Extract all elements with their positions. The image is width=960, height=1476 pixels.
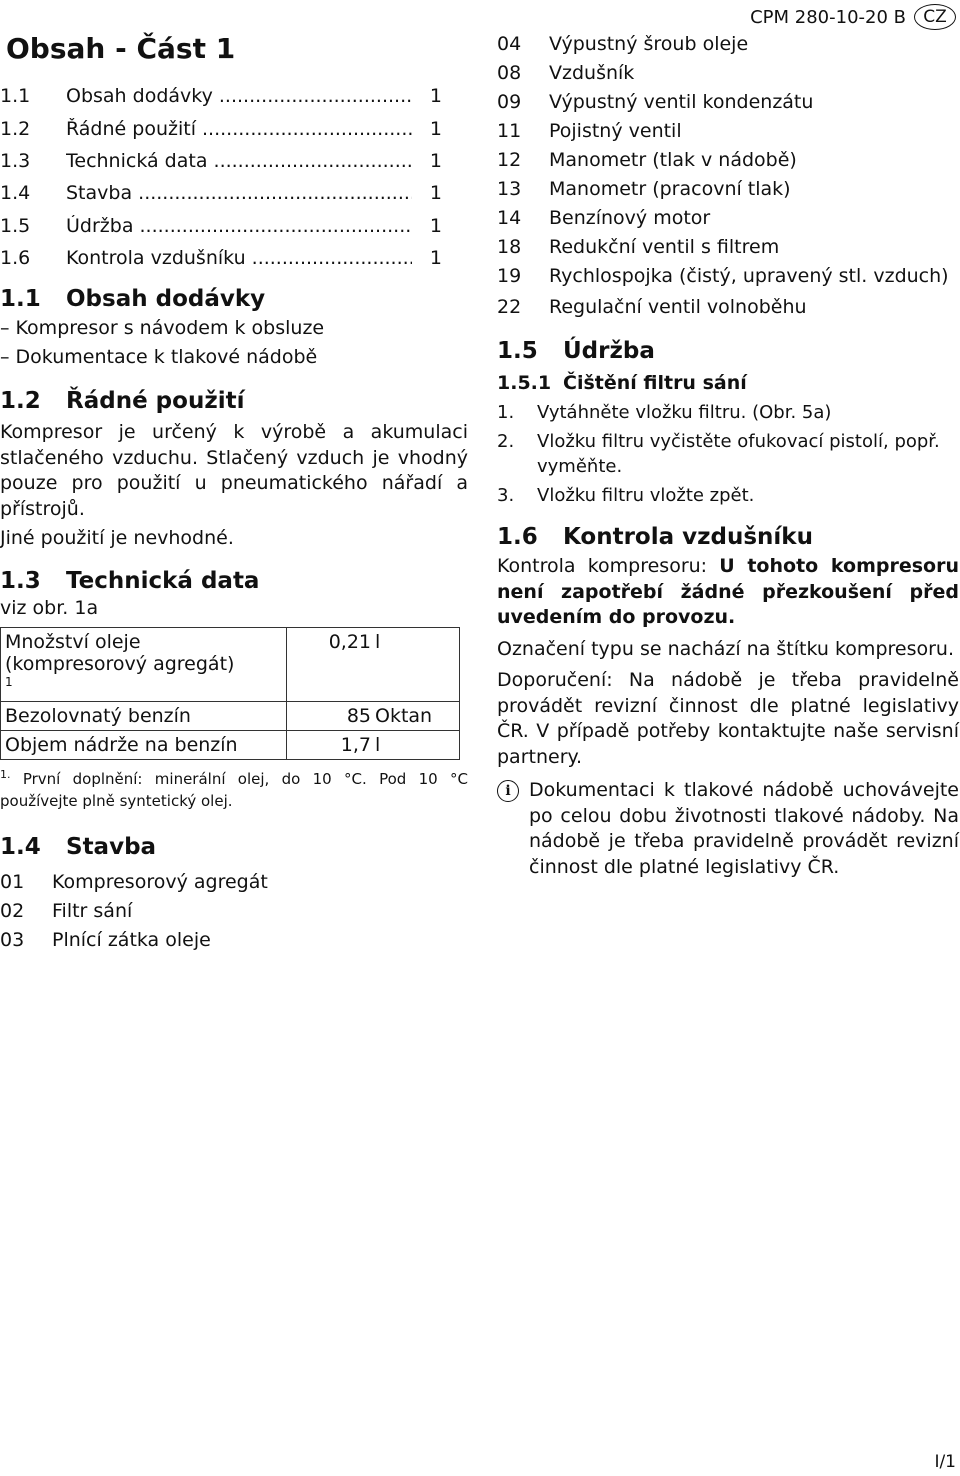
list-item	[0, 926, 468, 955]
part-number: 11	[497, 120, 522, 142]
technical-data-table	[0, 627, 460, 760]
table-cell-label: Objem nádrže na benzín	[1, 731, 287, 760]
subsection-heading-1-5-1	[497, 370, 959, 396]
footnote-marker: 1.	[0, 768, 11, 782]
table-cell-value: 0,21	[287, 627, 374, 701]
part-number: 04	[497, 33, 522, 55]
toc-title: Údržba .....	[66, 215, 412, 237]
part-name: Kompresorový agregát	[52, 871, 268, 894]
parts-list	[0, 868, 468, 955]
part-name: Regulační ventil volnoběhu	[549, 296, 807, 318]
toc-title: Řádné použití .....	[66, 118, 412, 140]
toc-title: Stavba .....	[66, 182, 412, 204]
part-number: 03	[0, 929, 25, 952]
toc-entry[interactable]	[0, 177, 468, 209]
toc-page: 1	[429, 85, 442, 108]
toc-page: 1	[429, 182, 442, 205]
toc-number: 1.1	[0, 85, 31, 108]
part-name: Výpustný šroub oleje	[549, 33, 749, 55]
toc-page: 1	[429, 149, 442, 172]
part-number: 19	[497, 265, 522, 287]
toc-entry[interactable]	[0, 145, 468, 177]
section-title: Řádné použití	[66, 388, 245, 415]
toc-title: Obsah dodávky .....	[66, 85, 412, 107]
document-header	[750, 4, 956, 30]
section-number: 1.3	[0, 567, 41, 594]
table-of-contents	[0, 80, 468, 274]
part-number: 13	[497, 178, 522, 200]
footnote-marker: 1	[5, 674, 13, 689]
section-heading-1-3	[0, 566, 468, 596]
step-text: Vložku filtru vyčistěte ofukovací pistolí, popř. vyměňte.	[537, 431, 940, 477]
intended-use-text: Kompresor je určený k výrobě a akumulaci stlačeného vzduchu. Stlačený vzduch je vhodný pouze pro použití u pneumatického nářadí a přístrojů.	[0, 421, 468, 520]
list-item	[497, 233, 959, 262]
toc-number: 1.2	[0, 117, 31, 140]
inspection-note-bold: U tohoto kompresoru není zapotřebí žádné přezkoušení před uvedením do provozu.	[497, 555, 959, 628]
part-name: Rychlospojka (čistý, upravený stl. vzduch)	[549, 265, 949, 287]
section-heading-1-6	[497, 522, 959, 552]
list-item	[497, 117, 959, 146]
section-heading-1-4	[0, 832, 468, 862]
toc-number: 1.3	[0, 149, 31, 172]
table-row	[1, 627, 460, 701]
toc-page: 1	[429, 117, 442, 140]
part-name: Benzínový motor	[549, 207, 711, 229]
table-row	[1, 702, 460, 731]
list-item	[497, 146, 959, 175]
list-item	[497, 429, 959, 479]
section-number: 1.5	[497, 338, 538, 364]
list-item	[497, 204, 959, 233]
part-number: 09	[497, 91, 522, 113]
delivery-item: – Dokumentace k tlakové nádobě	[0, 343, 468, 372]
table-cell-unit: l	[373, 627, 460, 701]
part-number: 08	[497, 62, 522, 84]
part-name: Výpustný ventil kondenzátu	[549, 91, 814, 113]
list-item	[497, 293, 959, 322]
table-cell-value: 1,7	[287, 731, 374, 760]
toc-entry[interactable]	[0, 210, 468, 242]
step-text: Vytáhněte vložku filtru. (Obr. 5a)	[537, 402, 832, 423]
table-cell-unit: Oktan	[373, 702, 460, 731]
document-code: CPM 280-10-20 B	[750, 6, 906, 28]
section-number: 1.1	[0, 286, 41, 313]
table-cell-value: 85	[287, 702, 374, 731]
toc-page: 1	[429, 247, 442, 270]
table-cell-unit: l	[373, 731, 460, 760]
section-number: 1.4	[0, 834, 41, 861]
improper-use-text: Jiné použití je nevhodné.	[0, 527, 234, 550]
part-number: 22	[497, 296, 522, 318]
section-heading-1-5	[497, 336, 959, 366]
part-name: Vzdušník	[549, 62, 635, 84]
section-title: Údržba	[563, 338, 655, 364]
table-row	[1, 731, 460, 760]
section-title: Stavba	[66, 834, 157, 861]
part-name: Manometr (pracovní tlak)	[549, 178, 791, 200]
list-item	[0, 868, 468, 897]
list-item	[497, 175, 959, 204]
country-badge: CZ	[914, 4, 956, 30]
part-name: Manometr (tlak v nádobě)	[549, 149, 797, 171]
part-number: 14	[497, 207, 522, 229]
right-column	[497, 30, 959, 880]
info-text: Dokumentaci k tlakové nádobě uchovávejte po celou dobu životnosti tlakové nádoby. Na nádobě je třeba pravidelně provádět revizní činnost dle platné legislativy ČR.	[529, 779, 959, 878]
part-number: 02	[0, 900, 25, 923]
toc-title: Technická data .....	[66, 150, 412, 172]
list-item	[497, 262, 959, 289]
list-item	[497, 30, 959, 59]
table-cell-label: Bezolovnatý benzín	[1, 702, 287, 731]
list-item	[497, 483, 959, 508]
toc-entry[interactable]	[0, 80, 468, 112]
part-number: 12	[497, 149, 522, 171]
part-number: 18	[497, 236, 522, 258]
section-title: Technická data	[66, 567, 260, 594]
subsection-number: 1.5.1	[497, 372, 552, 394]
part-name: Plnící zátka oleje	[52, 929, 211, 952]
section-number: 1.2	[0, 388, 41, 415]
subsection-title: Čištění filtru sání	[563, 372, 747, 394]
page-number: I/1	[934, 1452, 956, 1472]
section-number: 1.6	[497, 524, 538, 550]
maintenance-steps	[497, 400, 959, 508]
part-number: 01	[0, 871, 25, 894]
toc-number: 1.4	[0, 182, 31, 205]
section-title: Kontrola vzdušníku	[563, 524, 813, 550]
step-number: 3.	[497, 485, 515, 506]
toc-title: Kontrola vzdušníku .....	[66, 247, 412, 269]
table-cell-label: Množství oleje (kompresorový agregát) $^1$	[1, 627, 287, 701]
toc-entry[interactable]	[0, 112, 468, 144]
info-icon: i	[497, 780, 519, 802]
part-name: Filtr sání	[52, 900, 133, 923]
list-item	[497, 88, 959, 117]
recommendation-text: Doporučení: Na nádobě je třeba pravidelně provádět revizní činnost dle platné legislativy ČR. V případě potřeby kontaktujte naše servisní partnery.	[497, 669, 959, 768]
section-heading-1-2	[0, 386, 468, 416]
delivery-item: – Kompresor s návodem k obsluze	[0, 314, 468, 343]
part-name: Redukční ventil s filtrem	[549, 236, 780, 258]
table-footnote	[0, 764, 468, 812]
left-column	[0, 22, 468, 955]
toc-number: 1.6	[0, 247, 31, 270]
footnote-text: První doplnění: minerální olej, do 10 °C. Pod 10 °C používejte plně syntetický olej.	[0, 770, 468, 811]
page-title: Obsah - Část 1	[6, 32, 236, 65]
figure-reference: viz obr. 1a	[0, 596, 99, 619]
toc-page: 1	[429, 214, 442, 237]
type-plate-text: Označení typu se nachází na štítku kompresoru.	[497, 637, 955, 660]
section-title: Obsah dodávky	[66, 286, 266, 313]
section-heading-1-1	[0, 284, 468, 314]
info-note	[497, 778, 959, 880]
parts-list-continued	[497, 30, 959, 322]
step-text: Vložku filtru vložte zpět.	[537, 485, 755, 506]
list-item	[497, 400, 959, 425]
step-number: 2.	[497, 431, 515, 452]
part-name: Pojistný ventil	[549, 120, 682, 142]
list-item	[497, 59, 959, 88]
inspection-text: Kontrola kompresoru: U tohoto kompresoru není zapotřebí žádné přezkoušení před uvedením do provozu.	[497, 555, 959, 628]
list-item	[0, 897, 468, 926]
step-number: 1.	[497, 402, 515, 423]
toc-number: 1.5	[0, 214, 31, 237]
toc-entry[interactable]	[0, 242, 468, 274]
